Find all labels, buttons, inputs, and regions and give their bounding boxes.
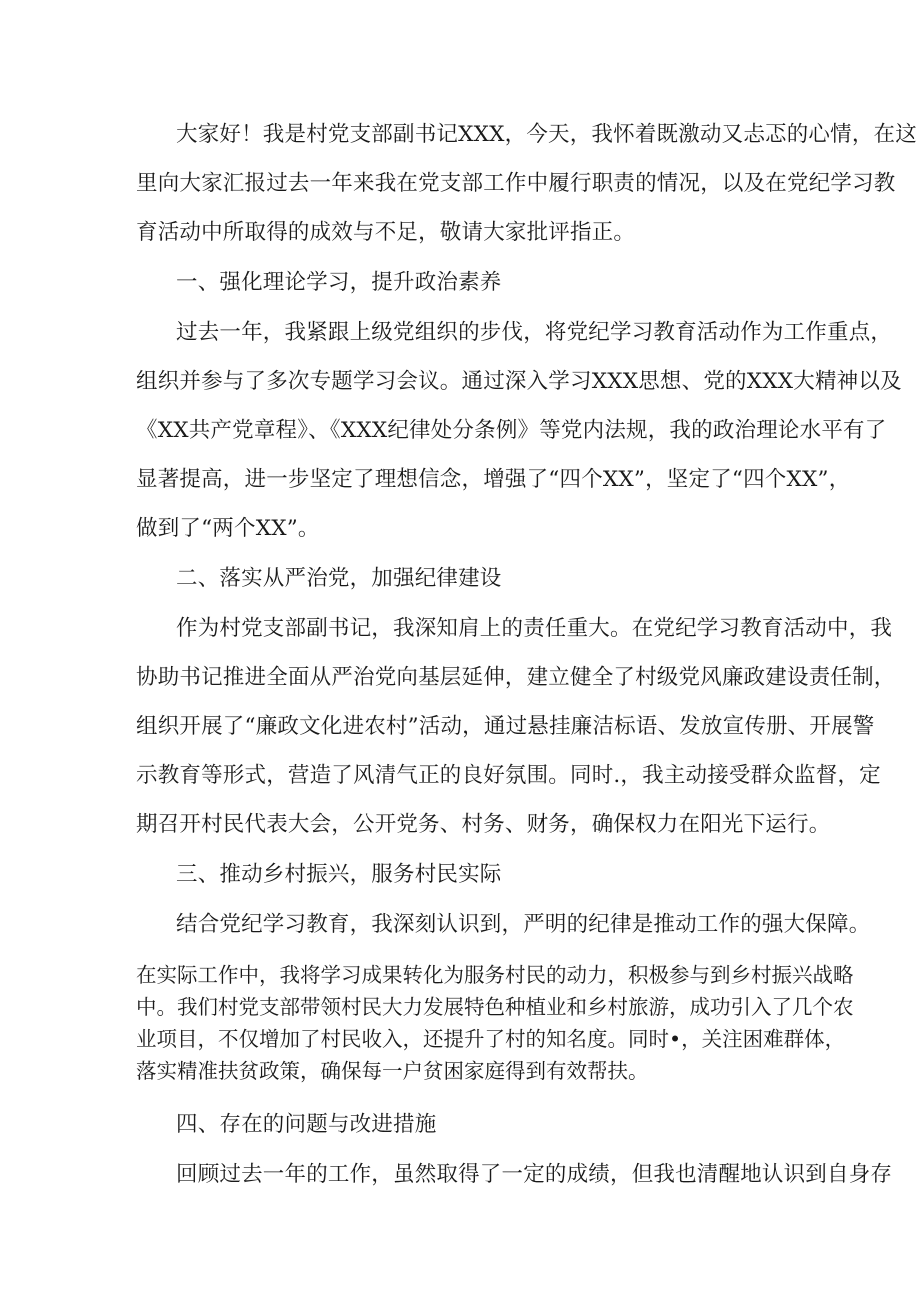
section-heading: 一、强化理论学习，提升政治素养 [176,270,502,295]
text-line: 里向大家汇报过去一年来我在党支部工作中履行职责的情况，以及在党纪学习教 [136,171,896,196]
text-line: 组织并参与了多次专题学习会议。通过深入学习XXX思想、党的XXX大精神以及 [136,369,902,394]
text-line: 回顾过去一年的工作，虽然取得了一定的成绩，但我也清醒地认识到自身存 [176,1162,893,1187]
text-line: 组织开展了“廉政文化进农村”活动，通过悬挂廉洁标语、发放宣传册、开展警 [136,714,875,739]
text-line: 做到了“两个XX”。 [136,516,320,541]
text-line: 期召开村民代表大会，公开党务、村务、财务，确保权力在阳光下运行。 [136,812,831,837]
text-line: 在实际工作中，我将学习成果转化为服务村民的动力，积极参与到乡村振兴战略 [136,963,854,987]
text-line: 作为村党支部副书记，我深知肩上的责任重大。在党纪学习教育活动中，我 [176,616,893,641]
section-heading: 三、推动乡村振兴，服务村民实际 [176,862,502,887]
text-line: 过去一年，我紧跟上级党组织的步伐，将党纪学习教育活动作为工作重点， [176,320,893,345]
text-line: 示教育等形式，营造了风清气正的良好氛围。同时.，我主动接受群众监督，定 [136,763,881,788]
text-line: 《XX共产党章程》、《XXX纪律处分条例》等党内法规，我的政治理论水平有了 [136,418,887,443]
section-heading: 四、存在的问题与改进措施 [176,1112,437,1137]
text-line: 落实精准扶贫政策，确保每一户贫困家庭得到有效帮扶。 [136,1059,649,1083]
text-line: 育活动中所取得的成效与不足，敬请大家批评指正。 [136,220,636,245]
section-heading: 二、落实从严治党，加强纪律建设 [176,566,502,591]
text-line: 协助书记推进全面从严治党向基层延伸，建立健全了村级党风廉政建设责任制， [136,665,896,690]
text-line: 结合党纪学习教育，我深刻认识到，严明的纪律是推动工作的强大保障。 [176,912,871,937]
text-line: 中。我们村党支部带领村民大力发展特色种植业和乡村旅游，成功引入了几个农 [136,995,854,1019]
text-line: 大家好！我是村党支部副书记XXX，今天，我怀着既激动又忐忑的心情，在这 [176,122,917,147]
text-line: 业项目，不仅增加了村民收入，还提升了村的知名度。同时•，关注困难群体， [136,1027,846,1051]
text-line: 显著提高，进一步坚定了理想信念，增强了“四个XX”，坚定了“四个XX”， [136,467,851,492]
